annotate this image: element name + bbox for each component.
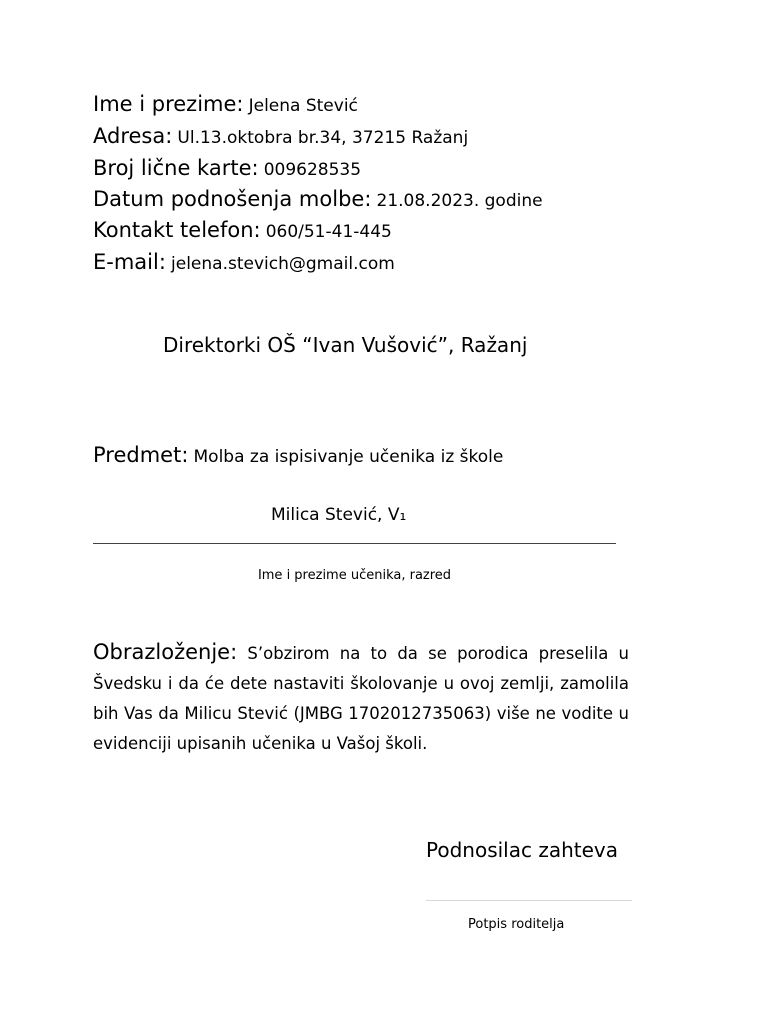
explanation-text: S’obzirom na to da se porodica preselila u Švedsku i da će dete nastaviti školovanje u ovoj zemlji, zamolila bih Vas da Milicu Stević (JMBG 1702012735063) više ne vodite u evidenciji upisanih učenika u Vašoj školi. <box>93 644 629 753</box>
signature-title: Podnosilac zahteva <box>426 838 619 862</box>
signature-caption: Potpis roditelja <box>468 917 565 932</box>
field-value: 060/51-41-445 <box>265 222 392 242</box>
subject-label: Predmet: <box>93 443 189 467</box>
recipient: Direktorki OŠ “Ivan Vušović”, Ražanj <box>163 333 528 357</box>
field-label: Adresa: <box>93 124 173 148</box>
field-label: E-mail: <box>93 250 166 274</box>
student-underline <box>93 543 616 544</box>
field-email <box>93 252 395 273</box>
field-phone <box>93 220 392 241</box>
student-name-class: Milica Stević, V₁ <box>271 505 407 525</box>
field-label: Kontakt telefon: <box>93 218 261 242</box>
field-value: 21.08.2023. godine <box>376 191 543 211</box>
field-label: Ime i prezime: <box>93 92 244 116</box>
field-value: Ul.13.oktobra br.34, 37215 Ražanj <box>177 128 469 148</box>
signature-line <box>426 900 632 901</box>
field-submission-date <box>93 189 543 210</box>
subject-value: Molba za ispisivanje učenika iz škole <box>193 447 504 467</box>
field-value: jelena.stevich@gmail.com <box>171 254 395 274</box>
field-full-name <box>93 94 358 115</box>
student-caption: Ime i prezime učenika, razred <box>257 568 452 583</box>
field-label: Broj lične karte: <box>93 156 259 180</box>
field-value: Jelena Stević <box>248 96 358 116</box>
explanation-paragraph <box>93 637 629 759</box>
field-value: 009628535 <box>263 160 362 180</box>
field-id-card <box>93 158 361 179</box>
subject-line <box>93 443 503 467</box>
field-address <box>93 126 468 147</box>
field-label: Datum podnošenja molbe: <box>93 187 372 211</box>
explanation-label: Obrazloženje: <box>93 640 238 664</box>
